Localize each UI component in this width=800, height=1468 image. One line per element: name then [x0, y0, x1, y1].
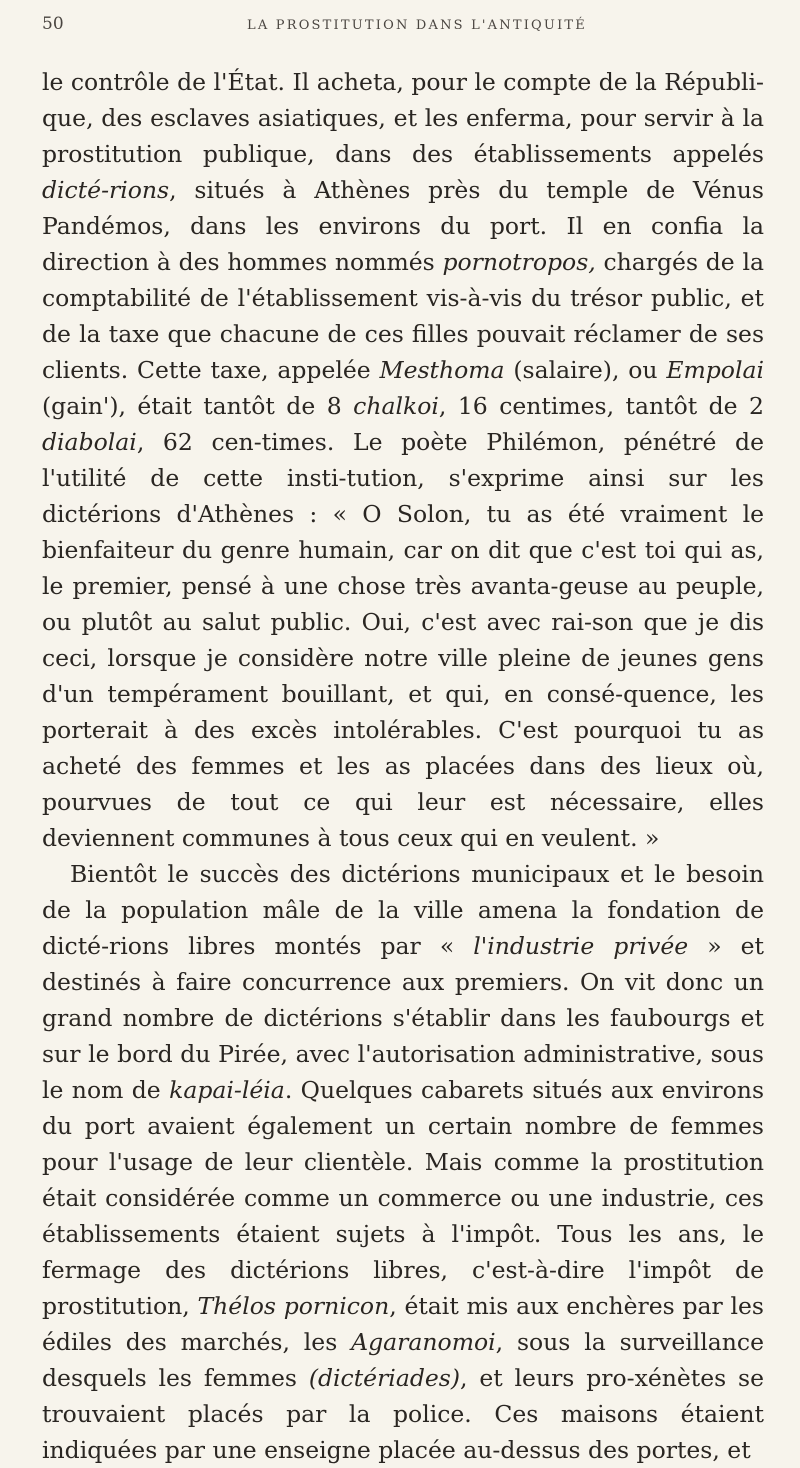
text-run: (gain'), était tantôt de 8	[42, 392, 354, 420]
text-run: Bientôt le succès des dictérions municipaux et le besoin de la population mâle de la ville amena la fondation de dicté-rions libres montés par «	[42, 860, 764, 960]
italic-term: pornotropos,	[442, 248, 596, 276]
italic-term: kapai-léia	[169, 1076, 285, 1104]
text-run: , sous la surveillance desquels les femmes	[42, 1328, 764, 1392]
italic-term: Mesthoma	[379, 356, 505, 384]
page-header	[42, 8, 764, 44]
text-run: » et destinés à faire concurrence aux premiers. On vit donc un grand nombre de dictérions s'établir dans les faubourgs et sur le bord du Pirée, avec l'autorisation administrative, sous le nom de	[42, 932, 764, 1104]
body-text	[42, 64, 764, 1468]
text-run: (salaire), ou	[504, 356, 667, 384]
text-run: , était mis aux enchères par les édiles des marchés, les	[42, 1292, 764, 1356]
text-run: chargés de la comptabilité de l'établissement vis-à-vis du trésor public, et de la taxe que chacune de ces filles pouvait réclamer de ses clients. Cette taxe, appelée	[42, 248, 764, 384]
paragraph	[42, 856, 764, 1468]
italic-term: Agaranomoi	[351, 1328, 496, 1356]
italic-term: diabolai	[42, 428, 137, 456]
italic-term: dicté-rions	[42, 176, 170, 204]
italic-term: Empolai	[666, 356, 764, 384]
text-run: , 16 centimes, tantôt de 2	[438, 392, 765, 420]
paragraph	[42, 64, 764, 856]
text-run: le contrôle de l'État. Il acheta, pour le compte de la Républi-que, des esclaves asiatiques, et les enferma, pour servir à la prostitution publique, dans des établissements appelés	[42, 68, 764, 168]
text-run: , situés à Athènes près du temple de Vénus Pandémos, dans les environs du port. Il en confia la direction à des hommes nommés	[42, 176, 764, 276]
page-number: 50	[42, 14, 64, 34]
running-title: LA PROSTITUTION DANS L'ANTIQUITÉ	[247, 18, 587, 33]
italic-term: chalkoi	[353, 392, 439, 420]
text-run: . Quelques cabarets situés aux environs du port avaient également un certain nombre de femmes pour l'usage de leur clientèle. Mais comme la prostitution était considérée comme un commerce ou une industrie, ces établissements étaient sujets à l'impôt. Tous les ans, le fermage des dictérions libres, c'est-à-dire l'impôt de prostitution,	[42, 1076, 764, 1320]
text-run: , et leurs pro-xénètes se trouvaient placés par la police. Ces maisons étaient indiquées par une enseigne placée au-dessus des portes, et	[42, 1364, 764, 1464]
italic-term: (dictériades)	[308, 1364, 461, 1392]
italic-term: l'industrie privée	[473, 932, 689, 960]
italic-term: Thélos pornicon	[197, 1292, 390, 1320]
text-run: , 62 cen-times. Le poète Philémon, pénétré de l'utilité de cette insti-tution, s'exprime ainsi sur les dictérions d'Athènes : « O Solon, tu as été vraiment le bienfaiteur du genre humain, car on dit que c'est toi qui as, le premier, pensé à une chose très avanta-geuse au peuple, ou plutôt au salut public. Oui, c'est avec rai-son que je dis ceci, lorsque je considère notre ville pleine de jeunes gens d'un tempérament bouillant, et qui, en consé-quence, les porterait à des excès intolérables. C'est pourquoi tu as acheté des femmes et les as placées dans des lieux où, pourvues de tout ce qui leur est nécessaire, elles deviennent communes à tous ceux qui en veulent. »	[42, 428, 764, 852]
